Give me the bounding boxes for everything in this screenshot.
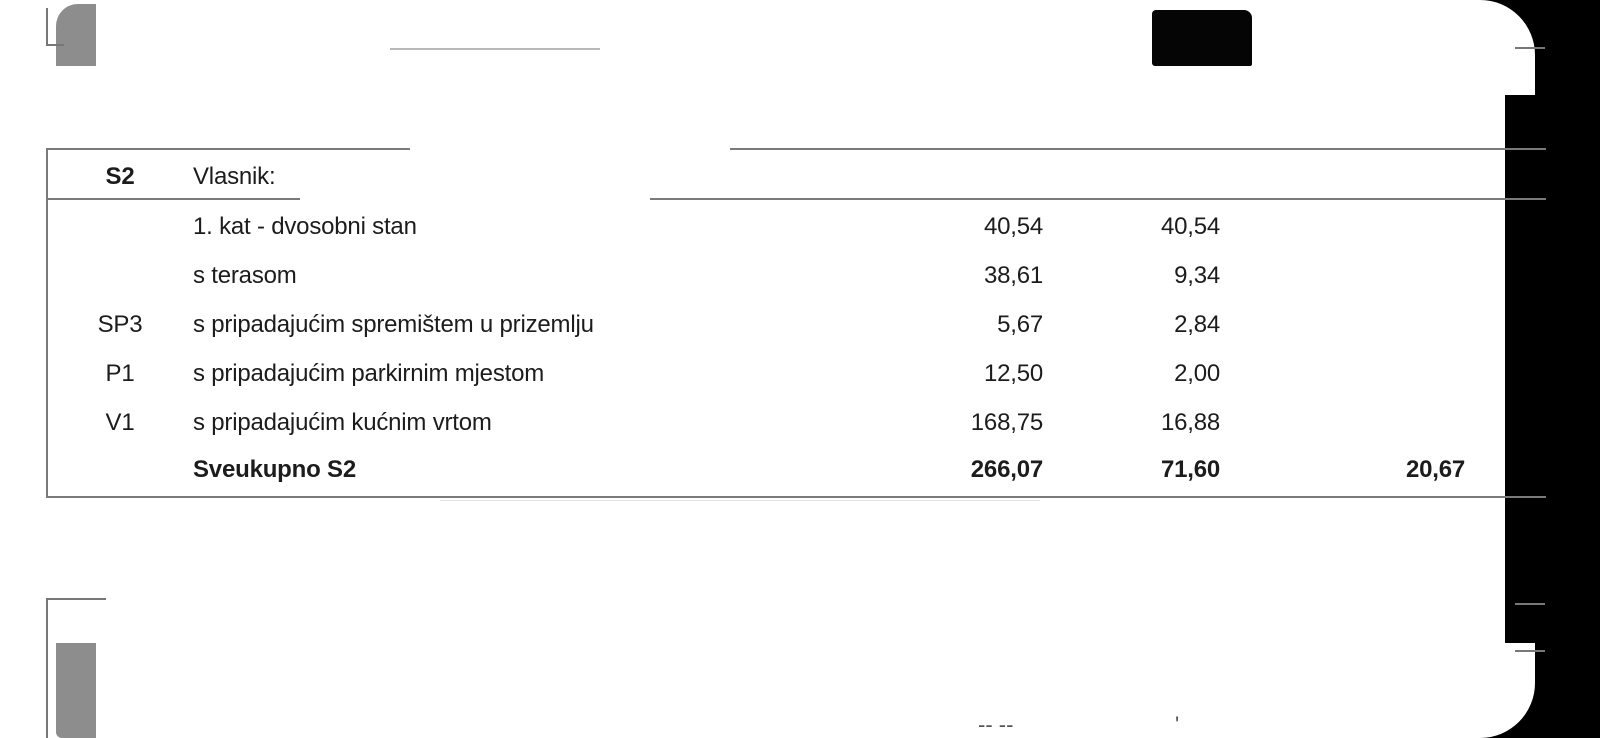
cutoff-number: -- -- — [978, 712, 1014, 737]
faint-scan-line — [390, 48, 600, 50]
cutoff-number: ' — [1175, 712, 1180, 737]
row-area: 40,54 — [983, 213, 1043, 240]
next-table-left-border — [46, 598, 48, 738]
row-area: 168,75 — [970, 409, 1043, 436]
redaction-block — [1152, 10, 1252, 66]
row-description: s pripadajućim kućnim vrtom — [193, 409, 492, 436]
row-weighted-area: 9,34 — [1174, 262, 1220, 289]
scan-margin-mark-top — [56, 4, 96, 66]
next-table-header-border-right — [1515, 650, 1545, 652]
unit-code: S2 — [105, 163, 135, 190]
row-area: 38,61 — [983, 262, 1043, 289]
previous-table-bottom-border-right — [1515, 47, 1545, 49]
next-table-top-border-left — [46, 598, 106, 600]
total-label: Sveukupno S2 — [193, 456, 356, 483]
faint-scan-line — [440, 500, 1040, 501]
previous-table-left-border — [46, 8, 48, 46]
row-weighted-area: 40,54 — [1160, 213, 1220, 240]
next-table-top-border-right — [1515, 603, 1545, 605]
row-code: SP3 — [97, 311, 143, 338]
row-weighted-area: 2,84 — [1174, 311, 1220, 338]
scan-gap — [300, 194, 650, 200]
row-description: s terasom — [193, 262, 297, 289]
total-weighted-area: 71,60 — [1160, 456, 1220, 483]
scan-gap — [410, 146, 730, 152]
row-description: s pripadajućim parkirnim mjestom — [193, 360, 545, 387]
owner-label: Vlasnik: — [193, 163, 276, 190]
row-code: P1 — [105, 360, 135, 387]
row-weighted-area: 16,88 — [1160, 409, 1220, 436]
row-code: V1 — [105, 409, 135, 436]
row-area: 5,67 — [997, 311, 1043, 338]
total-share: 20,67 — [1405, 456, 1465, 483]
row-description: s pripadajućim spremištem u prizemlju — [193, 311, 594, 338]
scan-margin-mark-bottom — [56, 643, 96, 738]
row-weighted-area: 2,00 — [1174, 360, 1220, 387]
total-area: 266,07 — [970, 456, 1043, 483]
row-description: 1. kat - dvosobni stan — [193, 213, 417, 240]
previous-table-bottom-border-left — [46, 44, 64, 46]
table-header-separator — [48, 198, 1546, 200]
row-area: 12,50 — [983, 360, 1043, 387]
